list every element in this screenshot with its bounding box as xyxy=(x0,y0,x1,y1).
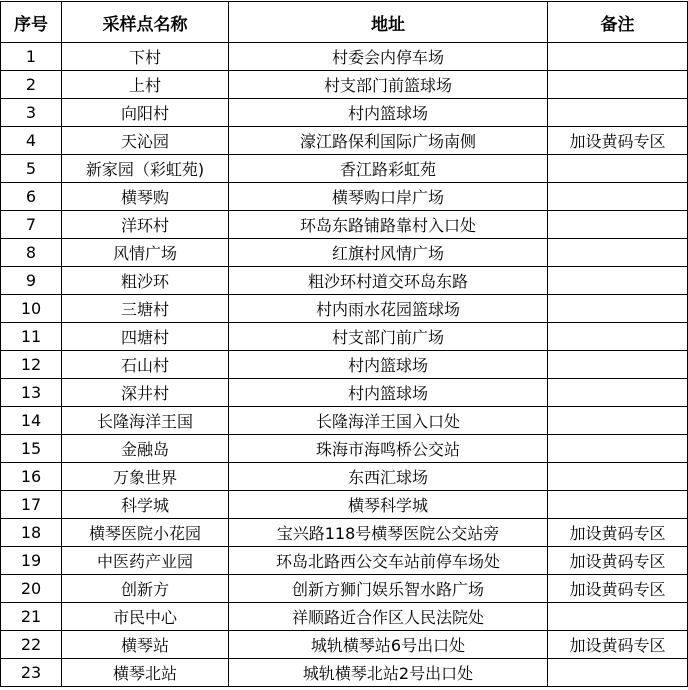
row-index: 19 xyxy=(1,547,62,575)
table-row xyxy=(1,379,688,407)
row-index: 20 xyxy=(1,575,62,603)
row-address: 村支部门前篮球场 xyxy=(229,71,548,99)
row-index: 8 xyxy=(1,239,62,267)
row-site-name: 向阳村 xyxy=(62,99,229,127)
sampling-points-table xyxy=(0,1,688,687)
header-site-name: 采样点名称 xyxy=(62,2,229,43)
table-row xyxy=(1,547,688,575)
header-index: 序号 xyxy=(1,2,62,43)
header-remark: 备注 xyxy=(548,2,688,43)
row-address: 村支部门前广场 xyxy=(229,323,548,351)
row-address: 粗沙环村道交环岛东路 xyxy=(229,267,548,295)
row-address: 濠江路保利国际广场南侧 xyxy=(229,127,548,155)
table-row xyxy=(1,575,688,603)
row-site-name: 下村 xyxy=(62,43,229,71)
row-site-name: 洋环村 xyxy=(62,211,229,239)
table-row xyxy=(1,239,688,267)
row-address: 宝兴路118号横琴医院公交站旁 xyxy=(229,519,548,547)
row-remark: 加设黄码专区 xyxy=(548,519,688,547)
row-site-name: 四塘村 xyxy=(62,323,229,351)
table-row xyxy=(1,127,688,155)
row-site-name: 粗沙环 xyxy=(62,267,229,295)
row-index: 21 xyxy=(1,603,62,631)
table-row xyxy=(1,267,688,295)
table-row xyxy=(1,351,688,379)
row-index: 17 xyxy=(1,491,62,519)
table-row xyxy=(1,435,688,463)
row-address: 村内篮球场 xyxy=(229,99,548,127)
row-site-name: 万象世界 xyxy=(62,463,229,491)
row-site-name: 上村 xyxy=(62,71,229,99)
row-site-name: 深井村 xyxy=(62,379,229,407)
header-address: 地址 xyxy=(229,2,548,43)
row-site-name: 风情广场 xyxy=(62,239,229,267)
row-remark xyxy=(548,155,688,183)
row-address: 横琴科学城 xyxy=(229,491,548,519)
row-index: 12 xyxy=(1,351,62,379)
row-address: 环岛北路西公交车站前停车场处 xyxy=(229,547,548,575)
row-index: 13 xyxy=(1,379,62,407)
row-remark xyxy=(548,603,688,631)
row-index: 16 xyxy=(1,463,62,491)
row-address: 香江路彩虹苑 xyxy=(229,155,548,183)
row-address: 红旗村风情广场 xyxy=(229,239,548,267)
row-remark xyxy=(548,379,688,407)
row-remark xyxy=(548,183,688,211)
row-remark xyxy=(548,659,688,687)
row-site-name: 长隆海洋王国 xyxy=(62,407,229,435)
table-row xyxy=(1,155,688,183)
row-index: 23 xyxy=(1,659,62,687)
row-remark xyxy=(548,211,688,239)
row-address: 村内雨水花园篮球场 xyxy=(229,295,548,323)
row-remark xyxy=(548,99,688,127)
row-address: 横琴购口岸广场 xyxy=(229,183,548,211)
row-site-name: 三塘村 xyxy=(62,295,229,323)
header-row xyxy=(1,2,688,43)
row-index: 3 xyxy=(1,99,62,127)
row-index: 18 xyxy=(1,519,62,547)
row-address: 东西汇球场 xyxy=(229,463,548,491)
row-index: 15 xyxy=(1,435,62,463)
table-row xyxy=(1,43,688,71)
row-remark xyxy=(548,351,688,379)
row-remark xyxy=(548,435,688,463)
row-index: 9 xyxy=(1,267,62,295)
row-remark xyxy=(548,295,688,323)
row-remark: 加设黄码专区 xyxy=(548,547,688,575)
table-row xyxy=(1,183,688,211)
row-address: 村内篮球场 xyxy=(229,351,548,379)
table-row xyxy=(1,463,688,491)
row-index: 1 xyxy=(1,43,62,71)
row-remark: 加设黄码专区 xyxy=(548,127,688,155)
row-site-name: 金融岛 xyxy=(62,435,229,463)
table-row xyxy=(1,407,688,435)
row-index: 14 xyxy=(1,407,62,435)
row-address: 长隆海洋王国入口处 xyxy=(229,407,548,435)
row-remark xyxy=(548,323,688,351)
row-address: 村委会内停车场 xyxy=(229,43,548,71)
row-index: 5 xyxy=(1,155,62,183)
row-site-name: 新家园（彩虹苑) xyxy=(62,155,229,183)
row-site-name: 石山村 xyxy=(62,351,229,379)
table-row xyxy=(1,603,688,631)
row-site-name: 科学城 xyxy=(62,491,229,519)
table-row xyxy=(1,491,688,519)
row-address: 村内篮球场 xyxy=(229,379,548,407)
row-remark: 加设黄码专区 xyxy=(548,631,688,659)
row-remark: 加设黄码专区 xyxy=(548,575,688,603)
row-site-name: 中医药产业园 xyxy=(62,547,229,575)
row-address: 珠海市海鸣桥公交站 xyxy=(229,435,548,463)
table-row xyxy=(1,99,688,127)
table-row xyxy=(1,295,688,323)
table-row xyxy=(1,323,688,351)
table-row xyxy=(1,519,688,547)
row-site-name: 横琴站 xyxy=(62,631,229,659)
row-site-name: 横琴购 xyxy=(62,183,229,211)
row-index: 6 xyxy=(1,183,62,211)
table-row xyxy=(1,659,688,687)
row-remark xyxy=(548,463,688,491)
row-remark xyxy=(548,43,688,71)
row-site-name: 横琴医院小花园 xyxy=(62,519,229,547)
row-address: 城轨横琴站6号出口处 xyxy=(229,631,548,659)
row-index: 7 xyxy=(1,211,62,239)
row-remark xyxy=(548,239,688,267)
row-index: 4 xyxy=(1,127,62,155)
table-row xyxy=(1,211,688,239)
row-site-name: 市民中心 xyxy=(62,603,229,631)
row-remark xyxy=(548,407,688,435)
row-address: 创新方狮门娱乐智水路广场 xyxy=(229,575,548,603)
row-index: 11 xyxy=(1,323,62,351)
row-site-name: 横琴北站 xyxy=(62,659,229,687)
table-row xyxy=(1,71,688,99)
row-index: 22 xyxy=(1,631,62,659)
row-index: 2 xyxy=(1,71,62,99)
row-index: 10 xyxy=(1,295,62,323)
row-site-name: 创新方 xyxy=(62,575,229,603)
row-address: 城轨横琴北站2号出口处 xyxy=(229,659,548,687)
row-site-name: 天沁园 xyxy=(62,127,229,155)
row-address: 祥顺路近合作区人民法院处 xyxy=(229,603,548,631)
row-address: 环岛东路铺路靠村入口处 xyxy=(229,211,548,239)
row-remark xyxy=(548,267,688,295)
row-remark xyxy=(548,491,688,519)
table-row xyxy=(1,631,688,659)
row-remark xyxy=(548,71,688,99)
